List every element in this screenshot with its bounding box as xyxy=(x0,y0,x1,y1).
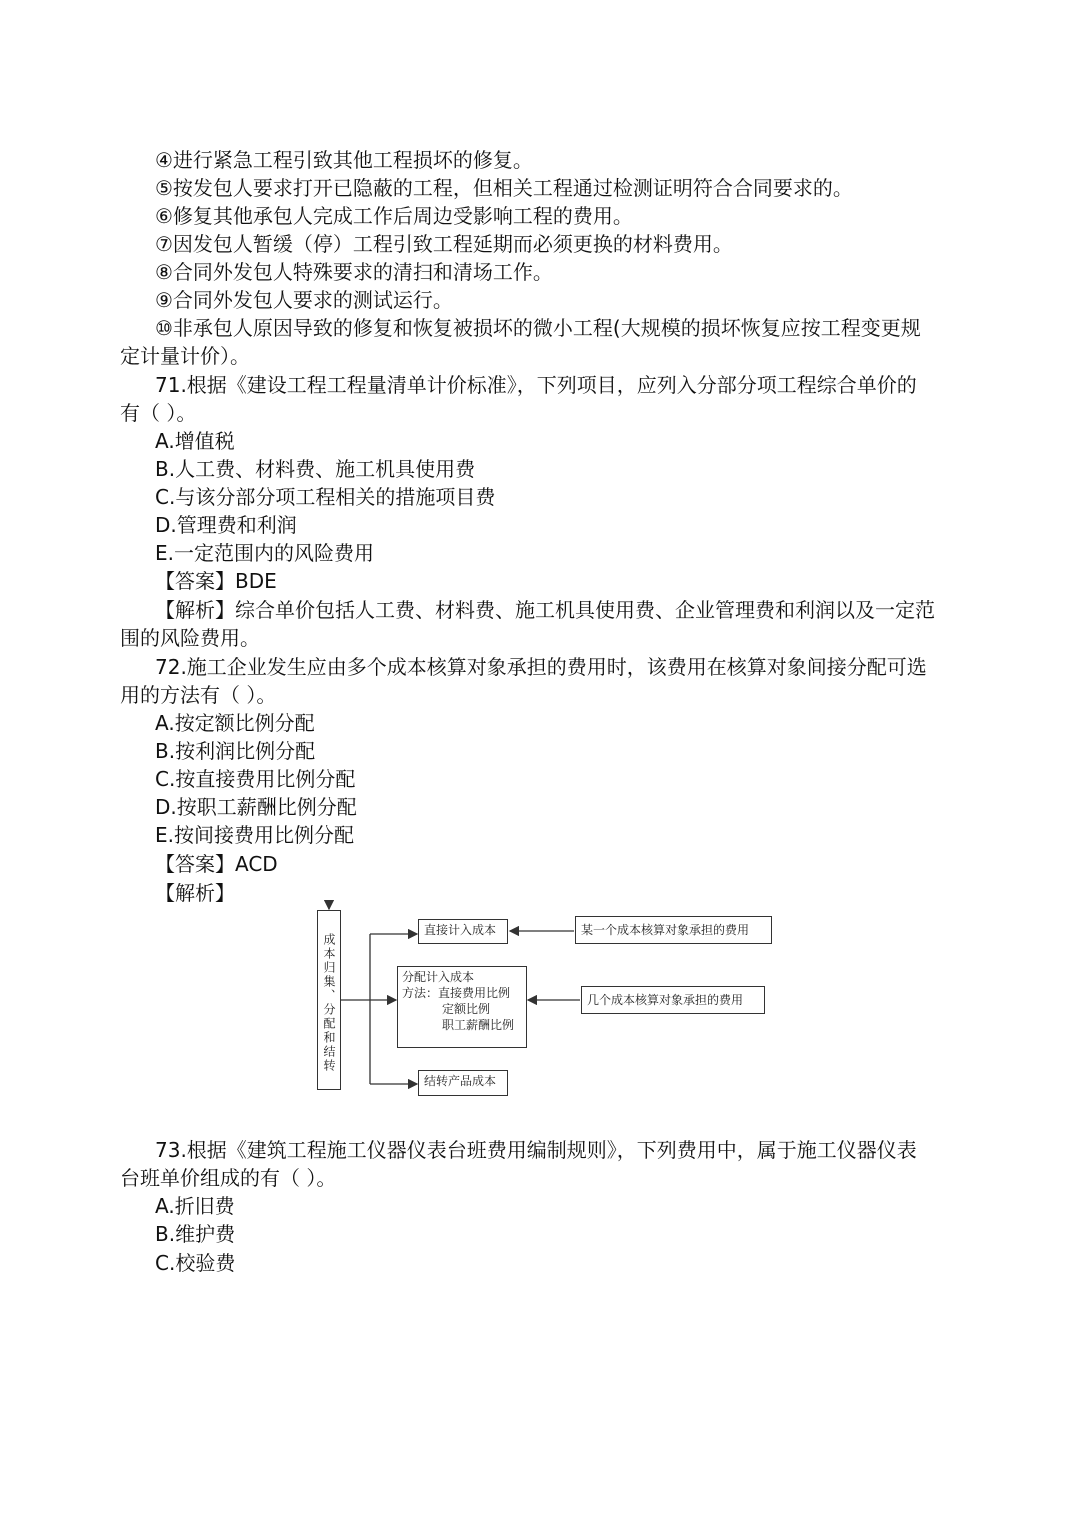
q71-answer: 【答案】BDE xyxy=(155,569,277,593)
item-7: ⑦因发包人暂缓（停）工程引致工程延期而必须更换的材料费用。 xyxy=(155,232,733,256)
q72-answer: 【答案】ACD xyxy=(155,852,278,876)
q72-stem-cont: 用的方法有（ ）。 xyxy=(120,683,277,707)
allocated-cost-box xyxy=(397,966,527,1048)
q71-option-a: A.增值税 xyxy=(155,429,235,453)
multi-object-cost-box: 几个成本核算对象承担的费用 xyxy=(581,986,765,1014)
q71-stem: 71.根据《建设工程工程量清单计价标准》，下列项目，应列入分部分项工程综合单价的 xyxy=(155,373,917,397)
item-10-line2: 定计量计价）。 xyxy=(120,344,250,368)
q72-analysis: 【解析】 xyxy=(155,881,235,905)
q73-stem: 73.根据《建筑工程施工仪器仪表台班费用编制规则》，下列费用中，属于施工仪器仪表 xyxy=(155,1138,917,1162)
q72-stem: 72.施工企业发生应由多个成本核算对象承担的费用时，该费用在核算对象间接分配可选 xyxy=(155,655,927,679)
transfer-cost-box: 结转产品成本 xyxy=(418,1070,508,1096)
direct-cost-box: 直接计入成本 xyxy=(418,919,508,944)
allocated-cost-title: 分配计入成本 xyxy=(402,970,475,984)
q71-option-d: D.管理费和利润 xyxy=(155,513,297,537)
q71-analysis: 【解析】综合单价包括人工费、材料费、施工机具使用费、企业管理费和利润以及一定范 xyxy=(155,598,935,622)
allocated-cost-method-2: 定额比例 xyxy=(442,1002,491,1016)
item-5: ⑤按发包人要求打开已隐蔽的工程，但相关工程通过检测证明符合合同要求的。 xyxy=(155,176,853,200)
item-6: ⑥修复其他承包人完成工作后周边受影响工程的费用。 xyxy=(155,204,633,228)
q73-stem-cont: 台班单价组成的有（ ）。 xyxy=(120,1166,337,1190)
cost-allocation-diagram xyxy=(300,900,780,1100)
q72-option-b: B.按利润比例分配 xyxy=(155,739,316,763)
q71-option-e: E.一定范围内的风险费用 xyxy=(155,541,374,565)
q71-option-b: B.人工费、材料费、施工机具使用费 xyxy=(155,457,476,481)
item-9: ⑨合同外发包人要求的测试运行。 xyxy=(155,288,453,312)
q72-option-c: C.按直接费用比例分配 xyxy=(155,767,356,791)
cost-process-label: 成本归集、分配和结转 xyxy=(317,910,341,1090)
q71-analysis-cont: 围的风险费用。 xyxy=(120,626,260,650)
item-4: ④进行紧急工程引致其他工程损坏的修复。 xyxy=(155,148,533,172)
single-object-cost-box: 某一个成本核算对象承担的费用 xyxy=(575,916,772,944)
allocated-cost-method: 方法：直接费用比例 xyxy=(402,986,511,1000)
q72-option-a: A.按定额比例分配 xyxy=(155,711,315,735)
q71-stem-cont: 有（ ）。 xyxy=(120,401,197,425)
q71-option-c: C.与该分部分项工程相关的措施项目费 xyxy=(155,485,496,509)
q72-option-e: E.按间接费用比例分配 xyxy=(155,823,354,847)
allocated-cost-method-3: 职工薪酬比例 xyxy=(442,1018,515,1032)
item-8: ⑧合同外发包人特殊要求的清扫和清场工作。 xyxy=(155,260,553,284)
q73-option-b: B.维护费 xyxy=(155,1222,236,1246)
q72-option-d: D.按职工薪酬比例分配 xyxy=(155,795,357,819)
item-10-line1: ⑩非承包人原因导致的修复和恢复被损坏的微小工程(大规模的损坏恢复应按工程变更规 xyxy=(155,316,921,340)
q73-option-c: C.校验费 xyxy=(155,1251,236,1275)
q73-option-a: A.折旧费 xyxy=(155,1194,235,1218)
